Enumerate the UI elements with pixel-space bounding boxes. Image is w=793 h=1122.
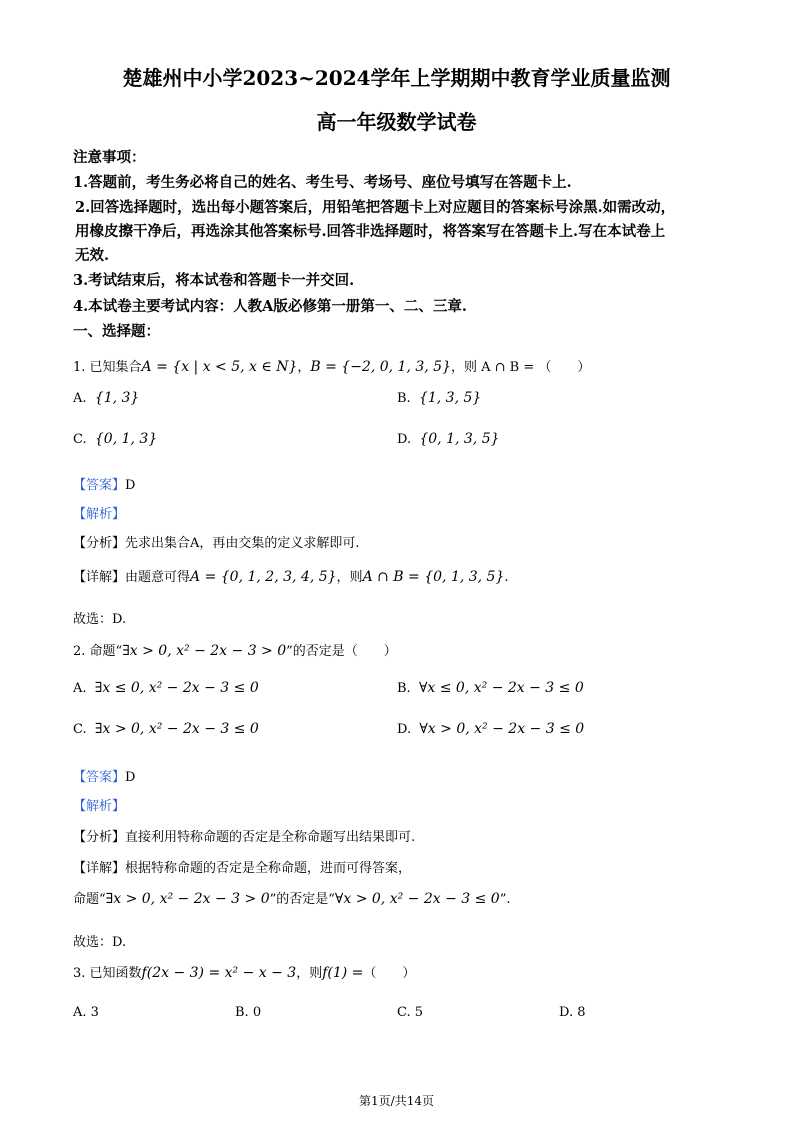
q3-option-c: C. 5 [397, 1005, 424, 1020]
q1-choose: 故选：D. [73, 612, 127, 627]
title-line2: 高一年级数学试卷 [316, 110, 477, 134]
q1-detail: 【详解】由题意可得A = {0, 1, 2, 3, 4, 5}，则A ∩ B = {0, 1, 3, 5}. [73, 569, 509, 585]
question-1: 1. 已知集合A = {x | x < 5, x ∈ N}，B = {−2, 0, 1, 3, 5}，则 A ∩ B = （ ） [73, 359, 591, 375]
title-line1: 楚雄州中小学2023~2024学年上学期期中教育学业质量监测 [122, 66, 671, 90]
q3-option-d: D. 8 [559, 1005, 586, 1020]
q1-jiexi: 【解析】 [73, 507, 126, 522]
q1-answer: 【答案】D [73, 478, 136, 493]
q2-analysis: 【分析】直接利用特称命题的否定是全称命题写出结果即可. [73, 830, 416, 845]
q1-option-d: D. {0, 1, 3, 5} [397, 431, 500, 447]
q2-option-d: D. ∀x > 0, x² − 2x − 3 ≤ 0 [397, 721, 585, 737]
notice-item-2-line3: 无效. [75, 247, 110, 264]
q2-option-a: A. ∃x ≤ 0, x² − 2x − 3 ≤ 0 [73, 680, 259, 696]
q2-jiexi: 【解析】 [73, 799, 126, 814]
notice-item-4: 4.本试卷主要考试内容：人教A版必修第一册第一、二、三章. [73, 298, 467, 315]
section-heading: 一、选择题： [73, 323, 160, 340]
q2-detail: 【详解】根据特称命题的否定是全称命题，进而可得答案， [73, 861, 412, 876]
q2-proposition: ∃x > 0, x² − 2x − 3 > 0 [122, 643, 287, 659]
notice-item-2-line2: 用橡皮擦干净后，再选涂其他答案标号.回答非选择题时，将答案写在答题卡上.写在本试卷上 [75, 223, 666, 240]
q1-option-b: B. {1, 3, 5} [397, 390, 482, 406]
q1-analysis: 【分析】先求出集合A，再由交集的定义求解即可. [73, 536, 360, 551]
notice-item-2-line1: 2.回答选择题时，选出每小题答案后，用铅笔把答题卡上对应题目的答案标号涂黑.如需改动， [75, 199, 676, 216]
notice-item-3: 3.考试结束后，将本试卷和答题卡一并交回. [73, 272, 355, 289]
q1-prefix: 1. 已知集合 [73, 360, 142, 375]
q3-function: f(2x − 3) = x² − x − 3 [141, 965, 297, 981]
page-footer: 第1页/共14页 [359, 1094, 434, 1108]
question-3: 3. 已知函数f(2x − 3) = x² − x − 3，则f(1) =（ ） [73, 965, 416, 981]
question-2: 2. 命题“∃x > 0, x² − 2x − 3 > 0”的否定是（ ） [73, 643, 397, 659]
q2-choose: 故选：D. [73, 935, 127, 950]
q3-option-b: B. 0 [235, 1005, 262, 1020]
q3-option-a: A. 3 [73, 1005, 99, 1020]
q1-option-c: C. {0, 1, 3} [73, 431, 158, 447]
q1-set-a: A = {x | x < 5, x ∈ N} [141, 359, 298, 375]
q1-suffix: ，则 A ∩ B = （ ） [450, 360, 591, 375]
q2-detail-line: 命题“∃x > 0, x² − 2x − 3 > 0”的否定是“∀x > 0, x² − 2x − 3 ≤ 0”. [73, 891, 511, 907]
q2-option-b: B. ∀x ≤ 0, x² − 2x − 3 ≤ 0 [397, 680, 584, 696]
q2-answer: 【答案】D [73, 770, 136, 785]
q1-option-a: A. {1, 3} [73, 390, 140, 406]
q1-set-b: B = {−2, 0, 1, 3, 5} [310, 359, 451, 375]
notice-heading: 注意事项： [73, 149, 146, 166]
notice-item-1: 1.答题前，考生务必将自己的姓名、考生号、考场号、座位号填写在答题卡上. [73, 174, 572, 191]
q2-option-c: C. ∃x > 0, x² − 2x − 3 ≤ 0 [73, 721, 259, 737]
q3-ask: f(1) = [322, 965, 364, 981]
